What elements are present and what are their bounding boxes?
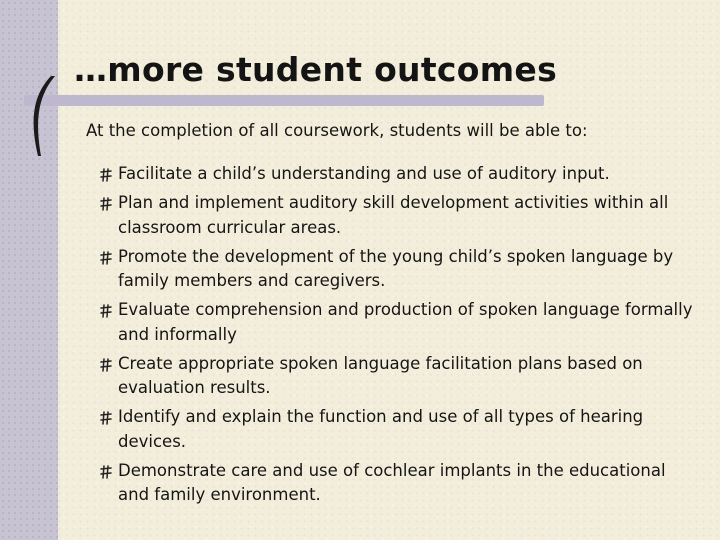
list-item-text: Create appropriate spoken language facilitation plans based on evaluation results. xyxy=(118,353,643,397)
list-item xyxy=(100,245,700,294)
sketch-hash-bullet-icon xyxy=(100,465,112,479)
sketch-hash-bullet-icon xyxy=(100,304,112,318)
list-item xyxy=(100,405,700,454)
list-item xyxy=(100,191,700,240)
list-item-text: Identify and explain the function and use of all types of hearing devices. xyxy=(118,407,644,451)
title-underline-bar xyxy=(24,95,544,106)
list-item-text: Facilitate a child’s understanding and use of auditory input. xyxy=(118,164,610,183)
outcomes-list xyxy=(100,162,700,512)
sketch-hash-bullet-icon xyxy=(100,197,112,211)
list-item-text: Evaluate comprehension and production of spoken language formally and informally xyxy=(118,300,693,344)
sketch-hash-bullet-icon xyxy=(100,358,112,372)
intro-text: At the completion of all coursework, students will be able to: xyxy=(86,121,588,140)
sketch-hash-bullet-icon xyxy=(100,168,112,182)
sketch-hash-bullet-icon xyxy=(100,411,112,425)
list-item-text: Plan and implement auditory skill development activities within all classroom curricular areas. xyxy=(118,193,669,237)
list-item xyxy=(100,352,700,401)
list-item-text: Promote the development of the young child’s spoken language by family members and caregivers. xyxy=(118,246,674,290)
list-item xyxy=(100,298,700,347)
sketch-hash-bullet-icon xyxy=(100,251,112,265)
list-item xyxy=(100,459,700,508)
list-item-text: Demonstrate care and use of cochlear implants in the educational and family environment. xyxy=(118,460,666,504)
list-item xyxy=(100,162,700,187)
bracket-decoration-icon xyxy=(22,74,64,158)
slide-title: …more student outcomes xyxy=(74,50,558,89)
